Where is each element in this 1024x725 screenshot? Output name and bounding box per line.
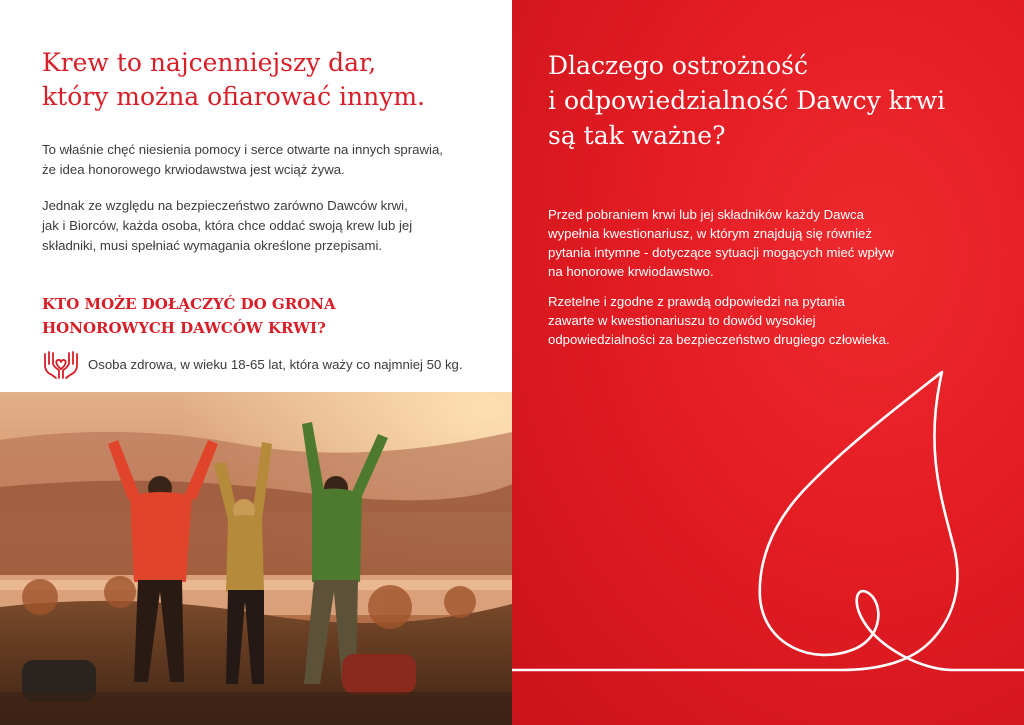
paragraph-line: Rzetelne i zgodne z prawdą odpowiedzi na pytania bbox=[548, 294, 845, 309]
paragraph-line: pytania intymne - dotyczące sytuacji mogących mieć wpływ bbox=[548, 245, 894, 260]
paragraph-line: zawarte w kwestionariuszu to dowód wysokiej bbox=[548, 313, 816, 328]
questionnaire-paragraph bbox=[548, 205, 988, 281]
paragraph-line: wypełnia kwestionariusz, w którym znajdują się również bbox=[548, 226, 872, 241]
heading-line: HONOROWYCH DAWCÓW KRWI? bbox=[42, 319, 326, 337]
blood-drop-outline-icon bbox=[512, 360, 1024, 690]
right-title-line: są tak ważne? bbox=[548, 121, 726, 150]
paragraph-line: na honorowe krwiodawstwo. bbox=[548, 264, 714, 279]
who-can-join-heading bbox=[42, 292, 336, 340]
responsibility-paragraph bbox=[548, 292, 988, 349]
paragraph-line: Jednak ze względu na bezpieczeństwo zarówno Dawców krwi, bbox=[42, 198, 408, 213]
left-title bbox=[42, 46, 482, 114]
paragraph-line: Przed pobraniem krwi lub jej składników każdy Dawca bbox=[548, 207, 864, 222]
paragraph-line: jak i Biorców, każda osoba, która chce oddać swoją krew lub jej bbox=[42, 218, 413, 233]
left-title-line: Krew to najcenniejszy dar, bbox=[42, 48, 377, 77]
friends-sunset-photo bbox=[0, 392, 512, 725]
paragraph-line: składniki, musi spełniać wymagania określone przepisami. bbox=[42, 238, 383, 253]
right-title bbox=[548, 48, 998, 153]
safety-paragraph bbox=[42, 196, 482, 256]
requirement-row bbox=[42, 348, 463, 380]
raised-hands-heart-icon bbox=[42, 348, 80, 380]
right-title-line: i odpowiedzialność Dawcy krwi bbox=[548, 86, 946, 115]
left-title-line: który można ofiarować innym. bbox=[42, 82, 426, 111]
requirement-text: Osoba zdrowa, w wieku 18-65 lat, która waży co najmniej 50 kg. bbox=[88, 356, 463, 372]
paragraph-line: odpowiedzialności za bezpieczeństwo drugiego człowieka. bbox=[548, 332, 890, 347]
right-title-line: Dlaczego ostrożność bbox=[548, 51, 808, 80]
intro-paragraph bbox=[42, 140, 482, 180]
paragraph-line: że idea honorowego krwiodawstwa jest wciąż żywa. bbox=[42, 162, 345, 177]
heading-line: KTO MOŻE DOŁĄCZYĆ DO GRONA bbox=[42, 295, 336, 313]
paragraph-line: To właśnie chęć niesienia pomocy i serce otwarte na innych sprawia, bbox=[42, 142, 443, 157]
